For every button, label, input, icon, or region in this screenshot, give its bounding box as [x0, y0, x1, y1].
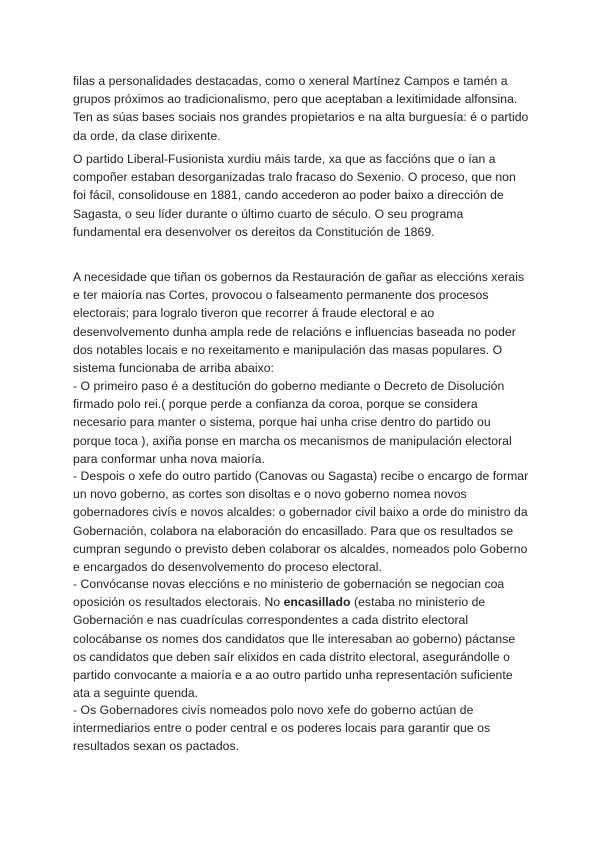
- paragraph-step-encasillado: [73, 575, 531, 702]
- paragraph-conservative-party: filas a personalidades destacadas, como o xeneral Martínez Campos e tamén a grupos próximos ao tradicionalismo, pero que aceptaban a lexitimidade alfonsina. Ten as súas bases sociais nos grandes propietarios e na alta burguesía: é o partido da orde, da clase dirixente.: [73, 74, 529, 143]
- encasillado-term: encasillado: [283, 595, 351, 610]
- paragraph-step-new-government: - Despois o xefe do outro partido (Canovas ou Sagasta) recibe o encargo de formar un novo goberno, as cortes son disoltas e o novo goberno nomea novos gobernadores civís e novos alcaldes: o gobernador civil baixo a orde do ministro da Gobernación, colabora na elaboración do encasillado. Para que os resultados se cumpran segundo o previsto deben colaborar os alcaldes, nomeados polo Goberno e encargados do desenvolvemento do proceso electoral.: [73, 469, 529, 575]
- paragraph-liberal-party: O partido Liberal-Fusionista xurdiu máis tarde, xa que as faccións que o ían a compoñer estaban desorganizadas tralo fracaso do Sexenio. O proceso, que non foi fácil, consolidouse en 1881, cando accederon ao poder baixo a dirección de Sagasta, o seu líder durante o último cuarto de século. O seu programa fundamental era desenvolver os dereitos da Constitución de 1869.: [73, 152, 516, 239]
- encasillado-text-before: - Convócanse novas eleccións e no ministerio de gobernación se negocian coa oposición os resultados electorais. No: [73, 577, 505, 610]
- paragraph-step-civil-governors: - Os Gobernadores civís nomeados polo novo xefe do goberno actúan de intermediarios entre o poder central e os poderes locais para garantir que os resultados sexan os pactados.: [73, 703, 491, 754]
- encasillado-text-after: (estaba no ministerio de Gobernación e nas cuadrículas correspondentes a cada distrito electoral colocábanse os nomes dos candidatos que lle interesaban ao goberno) páctanse os candidatos que deben saír elixidos en cada distrito electoral, asegurándolle o partido convocante a maioría e a ao outro partido unha representación suficiente ata a seguinte quenda.: [73, 595, 516, 701]
- paragraph-electoral-fraud: A necesidade que tiñan os gobernos da Restauración de gañar as eleccións xerais e ter maioría nas Cortes, provocou o falseamento permanente dos procesos electorais; para logralo tiveron que recorrer á fraude electoral e ao desenvolvemento dunha ampla rede de relacións e influencias baseada no poder dos notables locais e no rexeitamento e manipulación das masas populares. O sistema funcionaba de arriba abaixo:: [73, 270, 525, 376]
- paragraph-step-dissolution: - O primeiro paso é a destitución do goberno mediante o Decreto de Disolución firmado polo rei.( porque perde a confianza da coroa, porque se considera necesario para manter o sistema, porque hai unha crise dentro do partido ou porque toca ), axiña ponse en marcha os mecanismos de manipulación electoral para conformar unha nova maioría.: [73, 379, 512, 466]
